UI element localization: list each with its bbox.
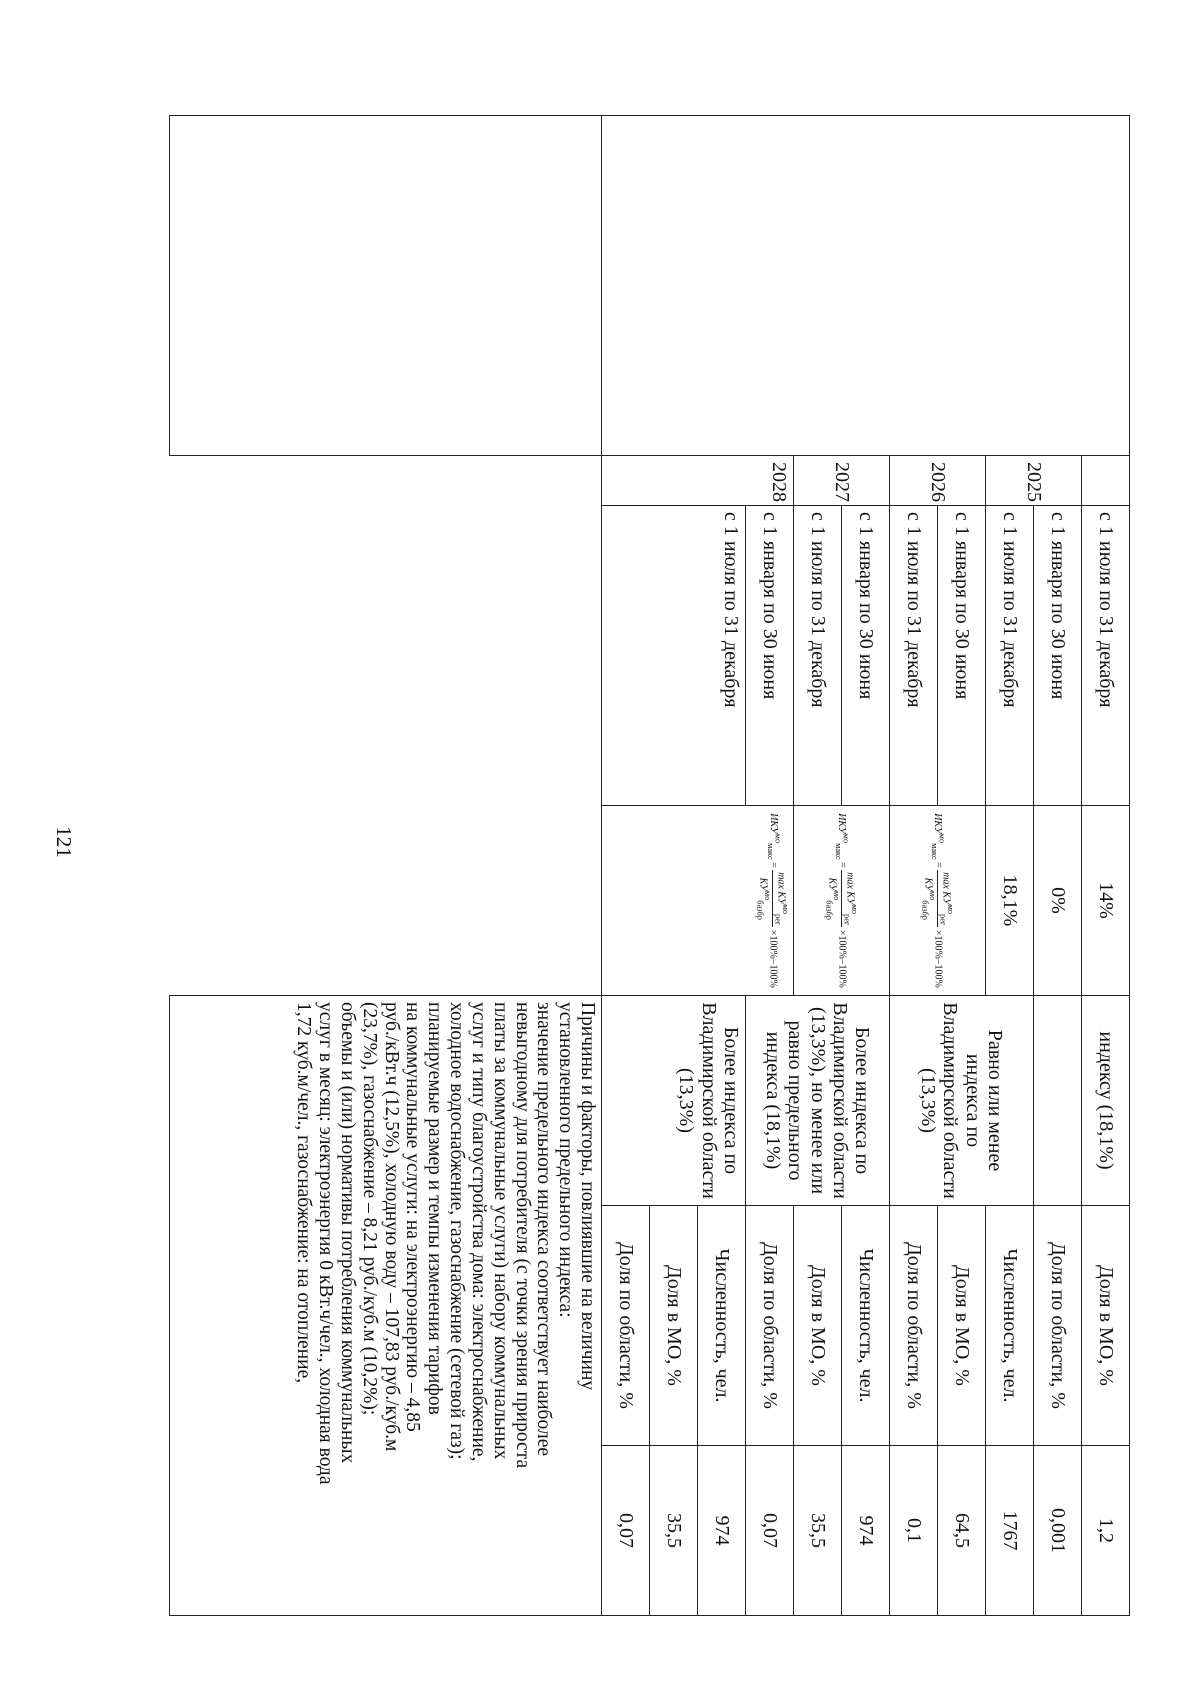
- note-line: руб./кВт.ч (12,5%), холодную воду – 107,83 руб./куб.м: [380, 1002, 402, 1452]
- year-cell: 2028: [602, 456, 794, 506]
- criterion-equal-or-less: Равно или менее индекса по Владимирской области (13,3%): [890, 996, 1034, 1206]
- value-cell: 0,07: [746, 1446, 794, 1616]
- metric-cell: Доля по области, %: [746, 1206, 794, 1446]
- note-line: на коммунальные услуги: на электроэнергию – 4,85: [402, 1002, 424, 1432]
- blank-criterion-cell: [1034, 996, 1082, 1206]
- note-line: услуг и типу благоустройства дома: электроснабжение,: [467, 1002, 489, 1462]
- note-line: холодное водоснабжение, газоснабжение (сетевой газ);: [446, 1002, 468, 1460]
- metric-cell: Численность, чел.: [986, 1206, 1034, 1446]
- metric-cell: Доля в МО, %: [650, 1206, 698, 1446]
- formula-cell: $ИКУ^{мо}_{макс}$ = $\max КУ^{мо}_{рег}$ $КУ^{мо}_{базбр}$ ×100%−100%: [890, 806, 986, 996]
- blank-left-bottom-cell: [170, 116, 602, 456]
- metric-cell: Доля в МО, %: [938, 1206, 986, 1446]
- value-cell: 0,1: [890, 1446, 938, 1616]
- period-cell: с 1 июля по 31 декабря: [602, 506, 746, 806]
- period-cell: с 1 января по 30 июня: [938, 506, 986, 806]
- note-line: (23,7%), газоснабжение – 8,21 руб./куб.м (10,2%);: [358, 1002, 380, 1416]
- formula-lhs: $ИКУ^{мо}_{макс}$: [930, 813, 947, 860]
- page-number: 121: [52, 826, 76, 858]
- formula-tail: ×100%−100%: [932, 929, 944, 988]
- formula-lhs: $ИКУ^{мо}_{макс}$: [765, 813, 782, 860]
- criterion-more: Более индекса по Владимирской области (13,3%): [602, 996, 746, 1206]
- year-cell: 2026: [890, 456, 986, 506]
- index-cell: 18,1%: [986, 806, 1034, 996]
- blank-left-cell: [602, 116, 1130, 456]
- value-cell: 0,07: [602, 1446, 650, 1616]
- note-line: невыгодному для потребителя (с точки зрения прироста: [511, 1002, 533, 1469]
- tariff-index-table: [169, 115, 1130, 1616]
- value-cell: 35,5: [794, 1446, 842, 1616]
- value-cell: 974: [698, 1446, 746, 1616]
- index-cell: 0%: [1034, 806, 1082, 996]
- metric-cell: Доля в МО, %: [794, 1206, 842, 1446]
- metric-cell: Численность, чел.: [842, 1206, 890, 1446]
- formula-denominator: $КУ^{мо}_{базбр}$: [824, 877, 841, 920]
- criterion-between: Более индекса по Владимирской области (13,3%), но менее или равно предельного индекса (18,1%): [746, 996, 890, 1206]
- formula-cell: $ИКУ^{мо}_{макс}$ = $\max КУ^{мо}_{рег}$ $КУ^{мо}_{базбр}$ ×100%−100%: [602, 806, 794, 996]
- metric-cell: Доля по области, %: [890, 1206, 938, 1446]
- index-cell: 14%: [1082, 806, 1130, 996]
- note-line: Причины и факторы, повлиявшие на величину: [577, 1002, 598, 1391]
- year-cell: 2025: [986, 456, 1082, 506]
- period-cell: с 1 июля по 31 декабря: [986, 506, 1034, 806]
- metric-cell: Численность, чел.: [698, 1206, 746, 1446]
- formula-cell: $ИКУ^{мо}_{макс}$ = $\max КУ^{мо}_{рег}$ $КУ^{мо}_{базбр}$ ×100%−100%: [794, 806, 890, 996]
- note-line: услуг в месяц: электроэнергия 0 кВт.ч/чел., холодная вода: [315, 1002, 337, 1485]
- note-line: значение предельного индекса соответствует наиболее: [533, 1002, 555, 1457]
- formula-denominator: $КУ^{мо}_{базбр}$: [920, 877, 937, 920]
- value-cell: 974: [842, 1446, 890, 1616]
- formula-lhs: $ИКУ^{мо}_{макс}$: [834, 813, 851, 860]
- note-line: объемы и (или) нормативы потребления коммунальных: [336, 1002, 358, 1464]
- value-cell: 35,5: [650, 1446, 698, 1616]
- factors-note: [170, 996, 602, 1616]
- rotated-table-area: [170, 115, 1130, 1615]
- year-cell: [1082, 456, 1130, 506]
- metric-cell: Доля по области, %: [1034, 1206, 1082, 1446]
- blank-lower-cell: [170, 456, 602, 996]
- value-cell: 1767: [986, 1446, 1034, 1616]
- note-line: установленного предельного индекса:: [555, 1002, 577, 1318]
- criterion-cell: индексу (18,1%): [1082, 996, 1130, 1206]
- period-cell: с 1 января по 30 июня: [842, 506, 890, 806]
- period-cell: с 1 июля по 31 декабря: [890, 506, 938, 806]
- period-cell: с 1 июля по 31 декабря: [1082, 506, 1130, 806]
- note-line: планируемые размер и темпы изменения тарифов: [424, 1002, 446, 1415]
- formula-tail: ×100%−100%: [767, 929, 779, 988]
- period-cell: с 1 января по 30 июня: [1034, 506, 1082, 806]
- value-cell: 0,001: [1034, 1446, 1082, 1616]
- formula-numerator: $\max КУ^{мо}_{рег}$: [842, 872, 859, 926]
- note-line: 1,72 куб.м/чел., газоснабжение: на отопление,: [293, 1002, 315, 1384]
- metric-cell: Доля в МО, %: [1082, 1206, 1130, 1446]
- formula-tail: ×100%−100%: [836, 929, 848, 988]
- year-cell: 2027: [794, 456, 890, 506]
- metric-cell: Доля по области, %: [602, 1206, 650, 1446]
- note-line: платы за коммунальные услуги) набору коммунальных: [489, 1002, 511, 1460]
- period-cell: с 1 января по 30 июня: [746, 506, 794, 806]
- formula-denominator: $КУ^{мо}_{базбр}$: [756, 877, 773, 920]
- formula-numerator: $\max КУ^{мо}_{рег}$: [938, 872, 955, 926]
- value-cell: 1,2: [1082, 1446, 1130, 1616]
- value-cell: 64,5: [938, 1446, 986, 1616]
- formula-numerator: $\max КУ^{мо}_{рег}$: [773, 872, 790, 926]
- period-cell: с 1 июля по 31 декабря: [794, 506, 842, 806]
